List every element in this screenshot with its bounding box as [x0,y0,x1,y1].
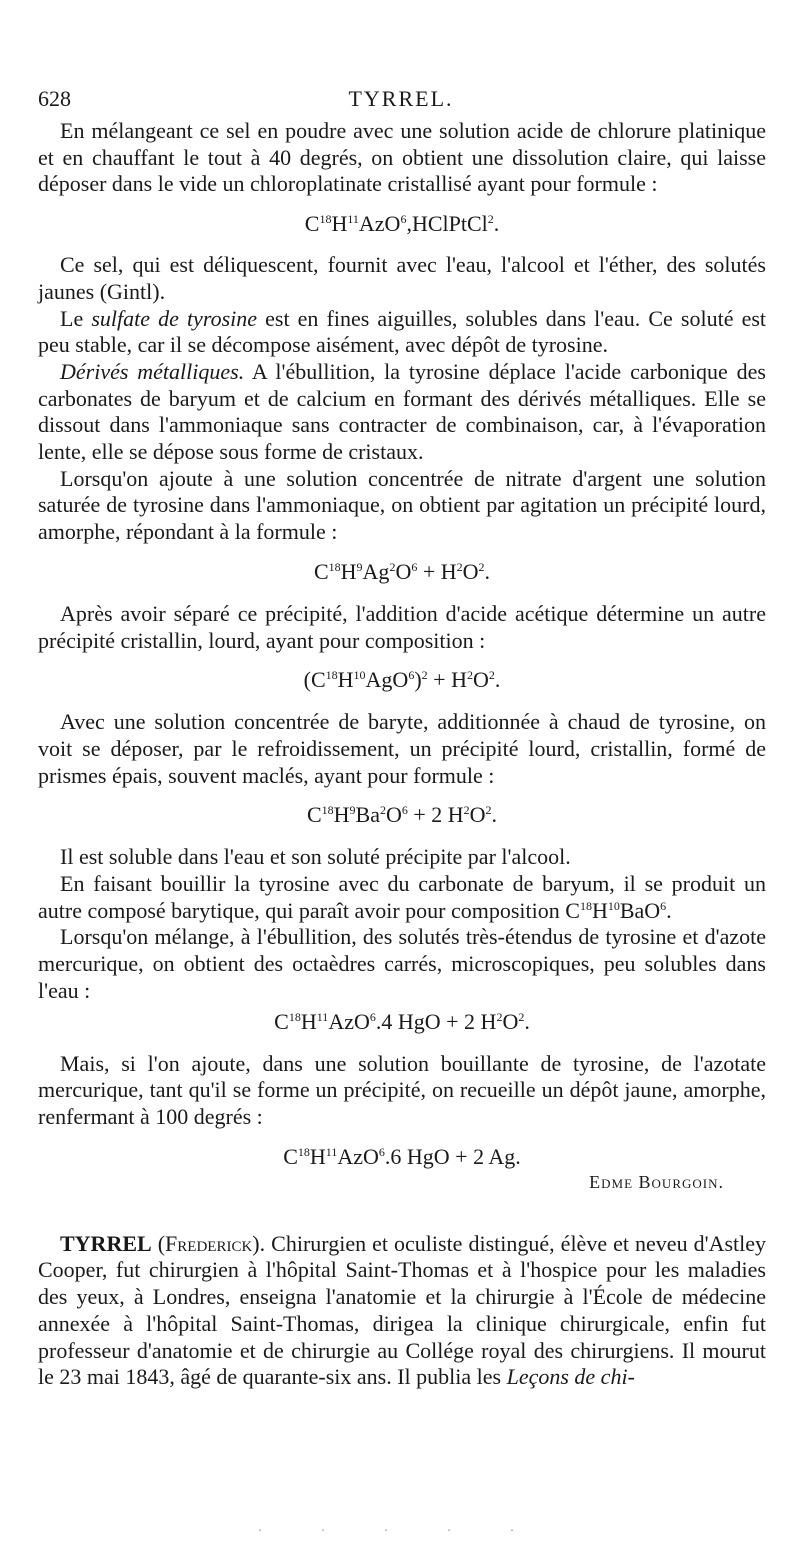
footer-marks: . . . . . [258,1520,542,1535]
paragraph-sulfate: Le sulfate de tyrosine est en fines aiguilles, solubles dans l'eau. Ce soluté est peu stable, car il se décompose aisément, avec dépôt de tyrosine. [38,305,767,358]
paragraph-baryte: Avec une solution concentrée de baryte, additionnée à chaud de tyrosine, on voit se déposer, par le refroidissement, un précipité lourd, cristallin, formé de prismes épais, souvent maclés, ayant pour formule : [38,709,766,788]
paragraph-deliquescent: Ce sel, qui est déliquescent, fournit avec l'eau, l'alcool et l'éther, des solutés jaunes (Gintl). [38,252,766,304]
paragraph-metal-derivatives: Dérivés métalliques. A l'ébullition, la tyrosine déplace l'acide carbonique des carbonates de baryum et de calcium en formant des dérivés métalliques. Elle se dissout dans l'ammoniaque sans contracter de combinaison, car, à l'évaporation lente, elle se dépose sous forme de cristaux. [38,358,766,465]
paragraph-mercuric-nitrate: Lorsqu'on mélange, à l'ébullition, des solutés très-étendus de tyrosine et d'azote mercurique, on obtient des octaèdres carrés, microscopiques, peu solubles dans l'eau : [38,924,766,1003]
paragraph-chloroplatinate: En mélangeant ce sel en poudre avec une solution acide de chlorure platinique et en chauffant le tout à 40 degrés, on obtient une dissolution claire, qui laisse déposer dans le vide un chloroplatinate cristallisé ayant pour formule : [38,118,766,197]
formula-barium-compound: $C^{18}H^9Ba^2O^6 + 2$ $H^2O^2$. [306,802,498,828]
formula-mercury-compound-6: $C^{18}H^{11}AzO^6.6$ HgO + 2 Ag. [283,1143,521,1169]
page-header [38,86,764,112]
page-body [38,118,766,1391]
paragraph-silver-nitrate: Lorsqu'on ajoute à une solution concentrée de nitrate d'argent une solution saturée de tyrosine dans l'ammoniaque, on obtient par agitation un précipité lourd, amorphe, répondant à la formule : [38,465,766,545]
formula-crystalline-precipitate: $(C^{18}H^{10}AgO^6)^2 + H^2O^2$. [303,667,501,693]
paragraph-barium-carbonate: En faisant bouillir la tyrosine avec du carbonate de baryum, il se produit un autre composé barytique, qui paraît avoir pour composition $C^{18}H^{10}BaO^6$. [38,871,766,923]
entry-headword: TYRREL [60,1230,152,1256]
author-signature: Edme Bourgoin. [589,1171,724,1192]
page-number: 628 [38,86,71,111]
formula-silver-precipitate: $C^{18}H^9Ag^2O^6 + H^2O^2$. [313,558,491,584]
paragraph-acetic-acid: Après avoir séparé ce précipité, l'addition d'acide acétique détermine un autre précipité cristallin, lourd, ayant pour composition : [38,600,766,653]
paragraph-soluble: Il est soluble dans l'eau et son soluté précipite par l'alcool. [60,844,571,870]
running-title: TYRREL. [348,86,454,111]
paragraph-boiling-solution: Mais, si l'on ajoute, dans une solution bouillante de tyrosine, de l'azotate mercurique, tant qu'il se forme un précipité, on recueille un dépôt jaune, amorphe, renfermant à 100 degrés : [38,1050,766,1129]
entry-tyrrel: TYRREL (Frederick). Chirurgien et oculiste distingué, élève et neveu d'Astley Cooper, fut chirurgien à l'hôpital Saint-Thomas et à l'hospice pour les maladies des yeux, à Londres, enseigna l'anatomie et la chirurgie à l'École de médecine annexée à l'hôpital Saint-Thomas, dirigea la clinique chirurgicale, enfin fut professeur d'anatomie et de chirurgie au Collége royal des chirurgiens. Il mourut le 23 mai 1843, âgé de quarante-six ans. Il publia les Leçons de chi- [38,1230,767,1390]
formula-chloroplatinate: $C^{18}H^{11}AzO^6,HClPtCl^2$. [304,211,500,237]
formula-mercury-compound-4: $C^{18}H^{11}AzO^6.4$ HgO + 2 $H^2O^2$. [274,1008,530,1034]
